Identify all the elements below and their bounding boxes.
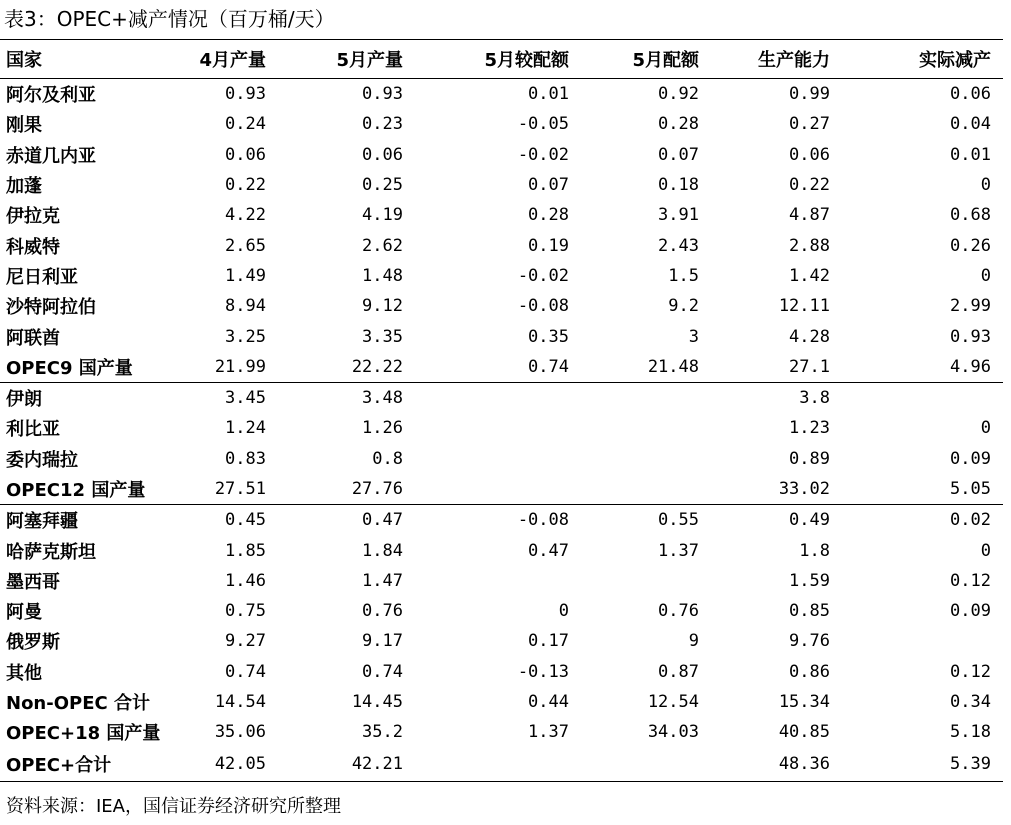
row-label: 伊拉克 [6,206,60,228]
table-cell: 0.44 [528,692,569,713]
table-cell: 35.2 [362,722,403,743]
header-country: 国家 [6,50,42,71]
table-cell: 0 [558,601,569,622]
table-cell: 0.24 [225,114,266,135]
row-label: 阿联酋 [6,327,60,349]
table-row [0,321,1003,351]
table-cell: 0.74 [528,356,569,377]
table-cell: 0.93 [225,84,266,105]
table-cell: 3.48 [362,388,403,409]
table-cell: -0.08 [517,510,569,531]
table-cell: 35.06 [214,722,266,743]
table-cell: 4.96 [950,356,991,377]
table-row [0,505,1003,535]
row-label: 利比亚 [6,419,60,441]
table-cell: 9.2 [668,296,699,317]
table-cell: 0 [980,175,991,196]
table-cell: 4.19 [362,205,403,226]
table-cell: 0.04 [950,114,991,135]
table-cell: 5.39 [950,754,991,775]
table-cell: 9.17 [362,631,403,652]
table-cell: 1.37 [528,722,569,743]
table-cell: 2.88 [789,235,830,256]
table-cell: 1.23 [789,418,830,439]
table-cell: 48.36 [778,754,830,775]
table-cell: 9.27 [225,631,266,652]
table-row [0,444,1003,474]
table-row [0,352,1003,383]
table-cell: 0.76 [362,601,403,622]
table-cell: 1.5 [668,265,699,286]
table-cell: 2.65 [225,235,266,256]
row-label: 阿塞拜疆 [6,511,78,533]
table-cell: 0.93 [362,84,403,105]
table-cell: 3.91 [658,205,699,226]
table-cell: 1.49 [225,265,266,286]
table-title: 表3：OPEC+减产情况（百万桶/天） [4,7,335,31]
table-cell: 3.35 [362,326,403,347]
table-cell: 33.02 [778,479,830,499]
table-cell: 0.83 [225,448,266,469]
table-cell: 1.37 [658,540,699,561]
row-label: 加蓬 [6,176,42,198]
table-row [0,596,1003,626]
table-cell: 42.21 [351,754,403,775]
table-cell: 4.87 [789,205,830,226]
table-cell: -0.13 [517,661,569,682]
table-cell: 0 [980,540,991,561]
table-cell: 9.76 [789,631,830,652]
table-cell: 1.26 [362,418,403,439]
table-row [0,170,1003,200]
table-cell: 1.85 [225,540,266,561]
row-label: 沙特阿拉伯 [6,297,96,319]
table-cell: 1.8 [799,540,830,561]
table-cell: 3 [688,326,699,347]
table-cell: 0.02 [950,510,991,531]
table-cell: 0.06 [362,144,403,165]
table-cell: 0.25 [362,175,403,196]
table-cell: 0.17 [528,631,569,652]
table-cell: 27.51 [214,479,266,499]
table-cell: 0.26 [950,235,991,256]
table-cell: 0.47 [362,510,403,531]
table-cell: 1.46 [225,570,266,591]
table-cell: 0.06 [950,84,991,105]
row-label: OPEC9 国产量 [6,357,133,379]
table-cell: 2.62 [362,235,403,256]
table-row [0,657,1003,687]
opec-table [0,39,1003,782]
table-cell: 0.93 [950,326,991,347]
table-cell: 0.99 [789,84,830,105]
table-cell: 3.8 [799,388,830,409]
table-row [0,748,1003,782]
table-row [0,566,1003,596]
table-cell: 27.1 [789,356,830,377]
header-may-quota: 5月配额 [632,50,699,71]
table-cell: 0.74 [362,661,403,682]
table-cell: -0.02 [517,265,569,286]
row-label: OPEC+18 国产量 [6,723,161,745]
table-cell: 3.45 [225,388,266,409]
table-cell: 0.74 [225,661,266,682]
header-vs-quota: 5月较配额 [484,50,569,71]
table-cell: 0.09 [950,448,991,469]
table-cell: 0 [980,265,991,286]
table-cell: 0.12 [950,570,991,591]
row-label: 伊朗 [6,389,42,411]
table-row [0,535,1003,565]
table-cell: -0.08 [517,296,569,317]
table-cell: 14.54 [214,692,266,713]
table-cell: 5.18 [950,722,991,743]
row-label: 刚果 [6,115,42,137]
header-capacity: 生产能力 [758,50,830,71]
table-cell: 2.99 [950,296,991,317]
table-cell: 0.18 [658,175,699,196]
table-row [0,200,1003,230]
table-cell: 14.45 [351,692,403,713]
table-cell: 0.45 [225,510,266,531]
table-row [0,261,1003,291]
table-cell: 0.34 [950,692,991,713]
table-cell: 34.03 [647,722,699,743]
table-cell: 0.01 [950,144,991,165]
header-actual-cut: 实际减产 [919,50,991,71]
table-row [0,474,1003,505]
row-label: 赤道几内亚 [6,145,96,167]
table-cell: -0.02 [517,144,569,165]
table-cell: 0.55 [658,510,699,531]
table-cell: 0.28 [658,114,699,135]
row-label: 哈萨克斯坦 [6,541,96,563]
table-row [0,140,1003,170]
table-cell: 5.05 [950,479,991,499]
table-cell: 15.34 [778,692,830,713]
table-cell: 27.76 [351,479,403,499]
table-cell: 1.47 [362,570,403,591]
table-cell: 12.54 [647,692,699,713]
table-cell: 1.84 [362,540,403,561]
table-header [0,40,1003,79]
table-cell: 1.59 [789,570,830,591]
row-label: 阿尔及利亚 [6,85,96,107]
table-cell: 12.11 [778,296,830,317]
table-cell: 3.25 [225,326,266,347]
table-cell: 0.89 [789,448,830,469]
table-cell: 0.87 [658,661,699,682]
table-cell: 4.28 [789,326,830,347]
row-label: 委内瑞拉 [6,449,78,471]
table-cell: 42.05 [214,754,266,775]
table-cell: 0.28 [528,205,569,226]
row-label: 墨西哥 [6,571,60,593]
table-cell: -0.05 [517,114,569,135]
table-row [0,109,1003,139]
table-row [0,413,1003,443]
table-row [0,230,1003,260]
table-cell: 0.01 [528,84,569,105]
table-cell: 0.09 [950,601,991,622]
table-row [0,79,1003,109]
table-cell: 1.48 [362,265,403,286]
table-cell: 0.8 [372,448,403,469]
table-cell: 0.19 [528,235,569,256]
table-cell: 22.22 [351,356,403,377]
row-label: OPEC12 国产量 [6,480,146,501]
table-cell: 2.43 [658,235,699,256]
row-label: Non-OPEC 合计 [6,693,150,715]
row-label: 其他 [6,662,42,684]
table-cell: 0.68 [950,205,991,226]
row-label: 尼日利亚 [6,266,78,288]
table-cell: 0.92 [658,84,699,105]
table-cell: 21.99 [214,356,266,377]
table-cell: 0.49 [789,510,830,531]
row-label: 阿曼 [6,602,42,624]
table-cell: 9 [688,631,699,652]
table-cell: 0.76 [658,601,699,622]
table-row [0,626,1003,656]
table-cell: 0.85 [789,601,830,622]
table-cell: 0.75 [225,601,266,622]
table-cell: 40.85 [778,722,830,743]
table-cell: 9.12 [362,296,403,317]
table-cell: 4.22 [225,205,266,226]
table-cell: 0.22 [225,175,266,196]
table-cell: 0.86 [789,661,830,682]
table-row [0,717,1003,747]
table-cell: 0.23 [362,114,403,135]
table-cell: 0.22 [789,175,830,196]
table-cell: 21.48 [647,356,699,377]
table-row [0,383,1003,413]
table-cell: 0.47 [528,540,569,561]
table-cell: 0.07 [528,175,569,196]
table-cell: 8.94 [225,296,266,317]
source-note: 资料来源：IEA，国信证券经济研究所整理 [6,796,341,817]
table-cell: 0.06 [225,144,266,165]
table-cell: 1.42 [789,265,830,286]
table-cell: 0.12 [950,661,991,682]
table-cell: 0.35 [528,326,569,347]
header-april-output: 4月产量 [199,50,266,71]
table-cell: 1.24 [225,418,266,439]
table-cell: 0.07 [658,144,699,165]
table-cell: 0.27 [789,114,830,135]
table-cell: 0 [980,418,991,439]
row-label: 科威特 [6,236,60,258]
table-row [0,291,1003,321]
row-label: OPEC+合计 [6,755,112,777]
table-row [0,687,1003,717]
header-may-output: 5月产量 [336,50,403,71]
row-label: 俄罗斯 [6,632,60,654]
table-cell: 0.06 [789,144,830,165]
